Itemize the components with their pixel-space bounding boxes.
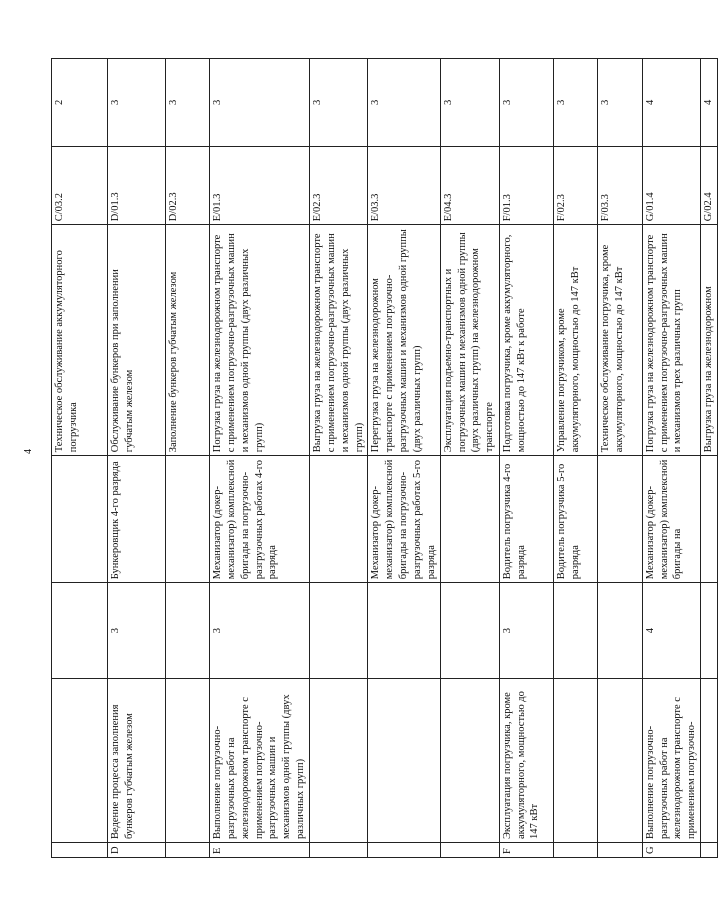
level-cell <box>597 583 642 679</box>
function-level-cell: 3 <box>553 59 597 147</box>
name-cell <box>597 679 642 843</box>
table-row <box>368 59 440 858</box>
function-level-cell: 3 <box>166 59 210 147</box>
function-code-cell: C/03.2 <box>52 146 108 225</box>
level-cell: 4 <box>642 583 700 679</box>
function-level-cell: 3 <box>597 59 642 147</box>
function-level-cell: 3 <box>108 59 166 147</box>
function-cell: Обслуживание бункеров при заполнении губчатым железом <box>108 225 166 456</box>
table-row <box>440 59 499 858</box>
function-code-cell: E/04.3 <box>440 146 499 225</box>
name-cell <box>166 679 210 843</box>
function-level-cell: 3 <box>210 59 310 147</box>
titles-cell: Механизатор (докер-механизатор) комплексной бригады на погрузочно-разгрузочных работах 4-го разряда <box>210 456 310 583</box>
code-cell: D <box>108 843 166 858</box>
level-cell: 3 <box>108 583 166 679</box>
titles-cell: Механизатор (докер-механизатор) комплексной бригады на <box>642 456 700 583</box>
level-cell <box>52 583 108 679</box>
table-body <box>52 59 718 858</box>
level-cell: 3 <box>499 583 553 679</box>
titles-cell: Водитель погрузчика 5-го разряда <box>553 456 597 583</box>
code-cell <box>440 843 499 858</box>
function-level-cell: 3 <box>310 59 368 147</box>
function-code-cell: E/02.3 <box>310 146 368 225</box>
rotated-table-container <box>51 58 718 858</box>
name-cell <box>52 679 108 843</box>
function-cell: Техническое обслуживание аккумуляторного погрузчика <box>52 225 108 456</box>
titles-cell: Механизатор (докер-механизатор) комплексной бригады на погрузочно-разгрузочных работах 5-го разряда <box>368 456 440 583</box>
table-row <box>701 59 718 858</box>
function-cell: Выгрузка груза на железнодорожном транспорте с применением погрузочно-разгрузочных машин и механизмов одной группы (двух различных групп) <box>310 225 368 456</box>
name-cell <box>440 679 499 843</box>
function-code-cell: E/03.3 <box>368 146 440 225</box>
code-cell <box>597 843 642 858</box>
table-row <box>642 59 700 858</box>
function-level-cell: 2 <box>52 59 108 147</box>
function-cell: Техническое обслуживание погрузчика, кроме аккумуляторного, мощностью до 147 кВт <box>597 225 642 456</box>
page-number: 4 <box>23 449 34 454</box>
function-level-cell: 3 <box>368 59 440 147</box>
level-cell: 3 <box>210 583 310 679</box>
name-cell <box>553 679 597 843</box>
function-level-cell: 4 <box>642 59 700 147</box>
level-cell <box>368 583 440 679</box>
function-cell: Эксплуатация подъемно-транспортных и погрузочных машин и механизмов одной группы (двух различных групп) на железнодорожном транспорте <box>440 225 499 456</box>
function-code-cell: D/02.3 <box>166 146 210 225</box>
function-cell: Погрузка груза на железнодорожном транспорте с применением погрузочно-разгрузочных машин и механизмов трех различных групп <box>642 225 700 456</box>
function-code-cell: D/01.3 <box>108 146 166 225</box>
function-cell: Управление погрузчиком, кроме аккумуляторного, мощностью до 147 кВт <box>553 225 597 456</box>
table-row <box>52 59 108 858</box>
titles-cell <box>52 456 108 583</box>
function-cell: Подготовка погрузчика, кроме аккумуляторного, мощностью до 147 кВт к работе <box>499 225 553 456</box>
table-row <box>553 59 597 858</box>
name-cell <box>701 679 718 843</box>
table-row <box>108 59 166 858</box>
function-code-cell: F/02.3 <box>553 146 597 225</box>
titles-cell <box>166 456 210 583</box>
level-cell <box>166 583 210 679</box>
function-code-cell: E/01.3 <box>210 146 310 225</box>
name-cell: Эксплуатация погрузчика, кроме аккумуляторного, мощностью до 147 кВт <box>499 679 553 843</box>
function-code-cell: G/02.4 <box>701 146 718 225</box>
function-cell: Перегрузка груза на железнодорожном транспорте с применением погрузочно-разгрузочных машин и механизмов одной группы (двух различных групп) <box>368 225 440 456</box>
titles-cell <box>440 456 499 583</box>
code-cell <box>701 843 718 858</box>
titles-cell <box>597 456 642 583</box>
function-code-cell: F/03.3 <box>597 146 642 225</box>
function-code-cell: G/01.4 <box>642 146 700 225</box>
titles-cell: Водитель погрузчика 4-го разряда <box>499 456 553 583</box>
function-level-cell: 3 <box>440 59 499 147</box>
functions-table <box>51 58 718 858</box>
table-row <box>210 59 310 858</box>
level-cell <box>310 583 368 679</box>
name-cell: Выполнение погрузочно-разгрузочных работ на железнодорожном транспорте с применением погрузочно- <box>642 679 700 843</box>
table-row <box>166 59 210 858</box>
function-level-cell: 4 <box>701 59 718 147</box>
titles-cell <box>701 456 718 583</box>
code-cell <box>368 843 440 858</box>
code-cell <box>52 843 108 858</box>
level-cell <box>440 583 499 679</box>
name-cell: Выполнение погрузочно-разгрузочных работ на железнодорожном транспорте с применением погрузочно-разгрузочных машин и механизмов одной группы (двух различных групп) <box>210 679 310 843</box>
name-cell: Ведение процесса заполнения бункеров губчатым железом <box>108 679 166 843</box>
code-cell <box>553 843 597 858</box>
name-cell <box>368 679 440 843</box>
level-cell <box>553 583 597 679</box>
level-cell <box>701 583 718 679</box>
function-level-cell: 3 <box>499 59 553 147</box>
table-row <box>499 59 553 858</box>
table-row <box>597 59 642 858</box>
code-cell: E <box>210 843 310 858</box>
name-cell <box>310 679 368 843</box>
titles-cell <box>310 456 368 583</box>
function-cell: Погрузка груза на железнодорожном транспорте с применением погрузочно-разгрузочных машин и механизмов одной группы (двух различных групп) <box>210 225 310 456</box>
function-cell: Заполнение бункеров губчатым железом <box>166 225 210 456</box>
code-cell <box>166 843 210 858</box>
table-row <box>310 59 368 858</box>
code-cell <box>310 843 368 858</box>
code-cell: F <box>499 843 553 858</box>
code-cell: G <box>642 843 700 858</box>
function-cell: Выгрузка груза на железнодорожном <box>701 225 718 456</box>
titles-cell: Бункеровщик 4-го разряда <box>108 456 166 583</box>
function-code-cell: F/01.3 <box>499 146 553 225</box>
